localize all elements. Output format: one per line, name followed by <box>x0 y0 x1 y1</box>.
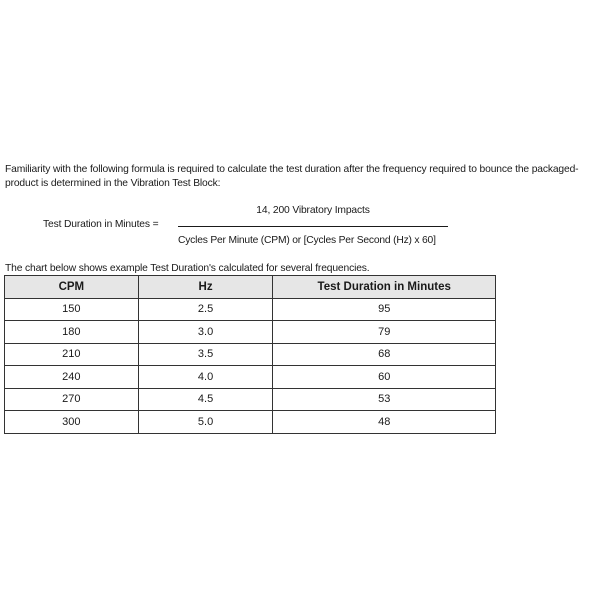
cell-duration: 60 <box>273 366 496 389</box>
table-row <box>5 388 496 411</box>
cell-duration: 48 <box>273 411 496 434</box>
formula-numerator: 14, 200 Vibratory Impacts <box>256 205 370 216</box>
header-hz: Hz <box>138 276 273 299</box>
formula-label: Test Duration in Minutes = <box>43 219 159 230</box>
test-duration-table <box>4 275 496 434</box>
cell-hz: 5.0 <box>138 411 273 434</box>
cell-cpm: 150 <box>5 298 139 321</box>
cell-cpm: 210 <box>5 343 139 366</box>
cell-duration: 95 <box>273 298 496 321</box>
cell-hz: 3.5 <box>138 343 273 366</box>
cell-hz: 4.0 <box>138 366 273 389</box>
cell-cpm: 180 <box>5 321 139 344</box>
table-header-row <box>5 276 496 299</box>
table-row <box>5 411 496 434</box>
cell-cpm: 300 <box>5 411 139 434</box>
cell-hz: 4.5 <box>138 388 273 411</box>
formula-denominator: Cycles Per Minute (CPM) or [Cycles Per Second (Hz) x 60] <box>178 235 436 246</box>
cell-cpm: 240 <box>5 366 139 389</box>
header-test-duration: Test Duration in Minutes <box>273 276 496 299</box>
cell-duration: 68 <box>273 343 496 366</box>
table-row <box>5 366 496 389</box>
cell-hz: 3.0 <box>138 321 273 344</box>
cell-hz: 2.5 <box>138 298 273 321</box>
cell-duration: 53 <box>273 388 496 411</box>
table-row <box>5 343 496 366</box>
intro-paragraph: Familiarity with the following formula is required to calculate the test duration after the frequency required to bounce the packaged-product is determined in the Vibration Test Block: <box>5 164 579 189</box>
fraction-bar <box>178 226 448 227</box>
table-row <box>5 321 496 344</box>
chart-intro-text: The chart below shows example Test Duration's calculated for several frequencies. <box>5 263 370 274</box>
cell-cpm: 270 <box>5 388 139 411</box>
cell-duration: 79 <box>273 321 496 344</box>
header-cpm: CPM <box>5 276 139 299</box>
table-row <box>5 298 496 321</box>
